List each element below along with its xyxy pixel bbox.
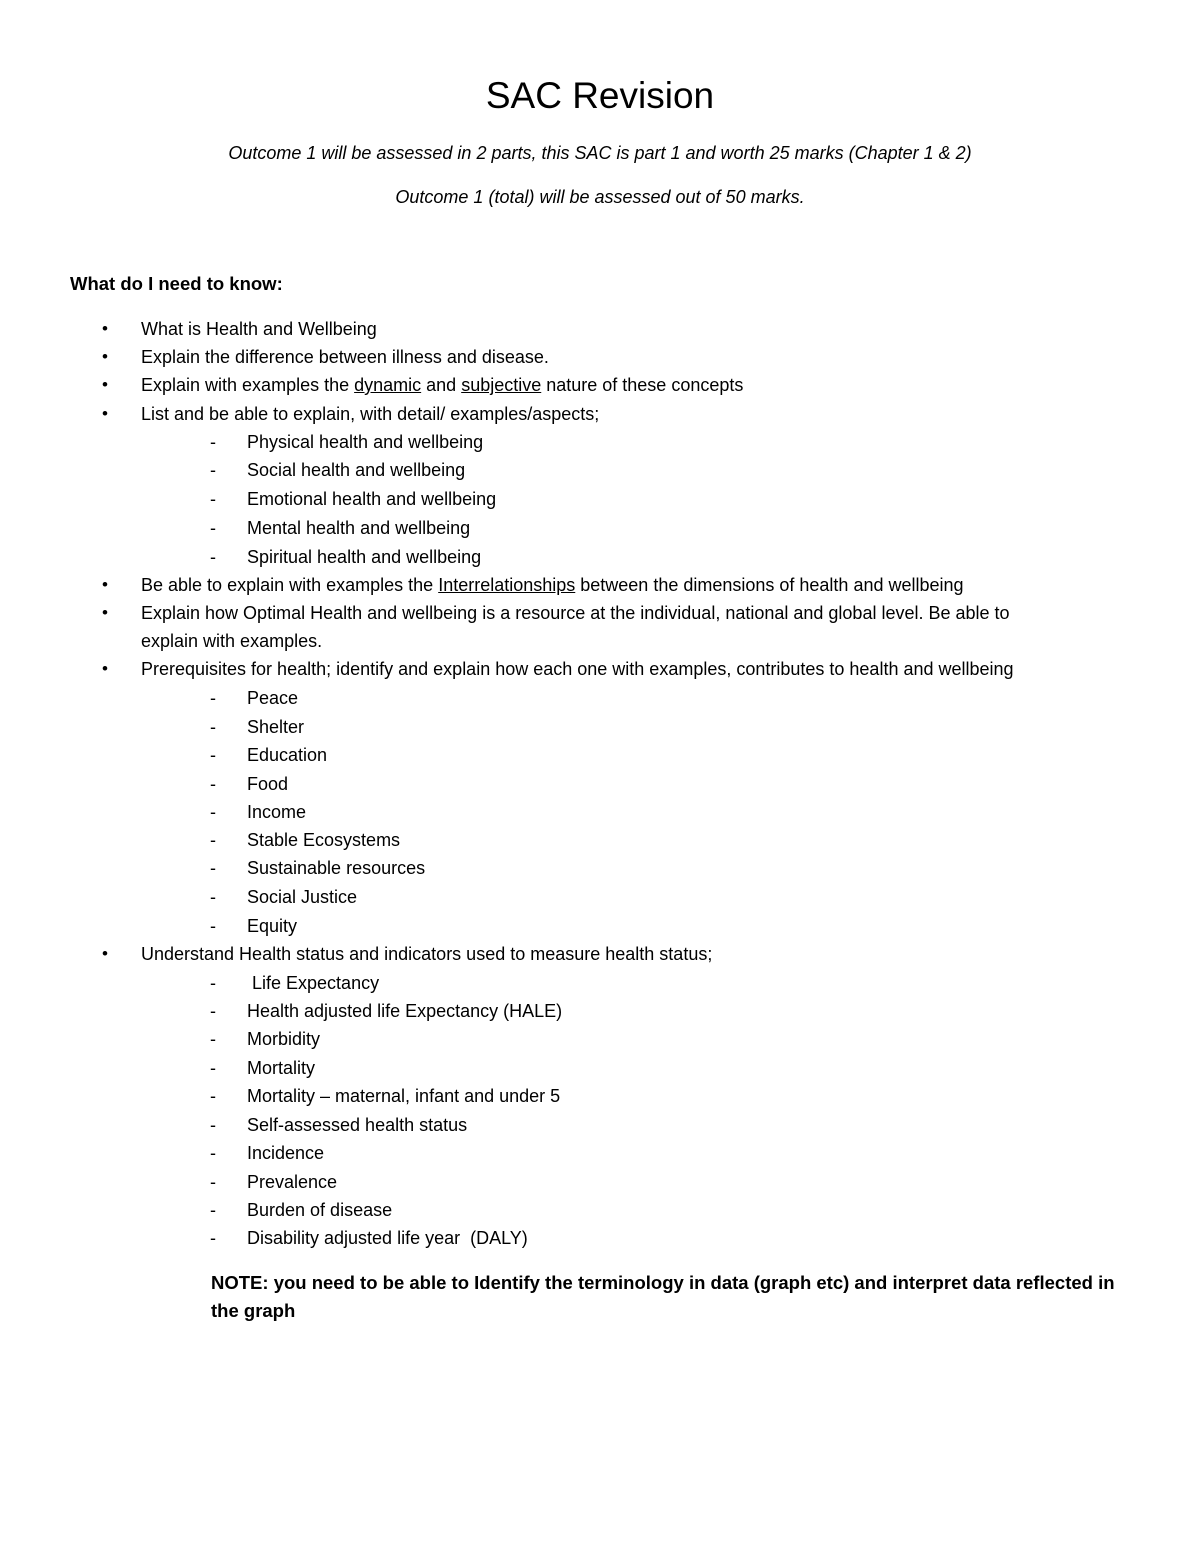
sub-list-item: Shelter — [247, 717, 305, 737]
dash-icon: - — [210, 489, 216, 509]
dash-icon: - — [210, 432, 216, 452]
sub-list-item: Prevalence — [247, 1172, 338, 1192]
dash-icon: - — [210, 1228, 216, 1248]
sub-list-item: Health adjusted life Expectancy (HALE) — [247, 1001, 563, 1021]
dash-icon: - — [210, 1115, 216, 1135]
list-item-text: Explain with examples the — [141, 375, 355, 395]
dash-icon: - — [210, 858, 216, 878]
sub-list-item: Sustainable resources — [247, 858, 426, 878]
dash-icon: - — [210, 1001, 216, 1021]
note-text: NOTE: you need to be able to Identify the terminology in data (graph etc) and interpret data reflected in the graph — [211, 1272, 1115, 1321]
bullet-icon: • — [102, 944, 108, 963]
bullet-icon: • — [102, 659, 108, 678]
page-title: SAC Revision — [485, 75, 715, 116]
sub-list-item: Physical health and wellbeing — [247, 432, 484, 452]
dash-icon: - — [210, 1143, 216, 1163]
dash-icon: - — [210, 916, 216, 936]
sub-list-item: Education — [247, 745, 328, 765]
dash-icon: - — [210, 518, 216, 538]
dash-icon: - — [210, 688, 216, 708]
sub-list-item: Social Justice — [247, 887, 358, 907]
list-item-text: between the dimensions of health and wellbeing — [575, 575, 964, 595]
dash-icon: - — [210, 717, 216, 737]
bullet-icon: • — [102, 347, 108, 366]
list-item: What is Health and Wellbeing — [141, 319, 377, 339]
underlined-term: dynamic — [354, 375, 422, 395]
bullet-icon: • — [102, 575, 108, 594]
sub-list-item: Stable Ecosystems — [247, 830, 401, 850]
sub-list-item: Incidence — [247, 1143, 325, 1163]
list-item-text: and — [421, 375, 462, 395]
dash-icon: - — [210, 830, 216, 850]
subtitle-outcome-total: Outcome 1 (total) will be assessed out of 50 marks. — [395, 187, 805, 207]
dash-icon: - — [210, 802, 216, 822]
list-item — [141, 573, 964, 597]
sub-list-item: Income — [247, 802, 307, 822]
bullet-icon: • — [102, 375, 108, 394]
dash-icon: - — [210, 774, 216, 794]
sub-list-item: Equity — [247, 916, 298, 936]
sub-list-item: Morbidity — [247, 1029, 321, 1049]
sub-list-item: Peace — [247, 688, 299, 708]
dash-icon: - — [210, 973, 216, 993]
list-item: Prerequisites for health; identify and explain how each one with examples, contributes to health and wellbeing — [141, 659, 1014, 679]
list-item: Understand Health status and indicators used to measure health status; — [141, 944, 713, 964]
dash-icon: - — [210, 547, 216, 567]
list-item: Explain the difference between illness and disease. — [141, 347, 549, 367]
sub-list-item: Disability adjusted life year (DALY) — [247, 1228, 528, 1248]
bullet-icon: • — [102, 603, 108, 622]
dash-icon: - — [210, 1029, 216, 1049]
underlined-term: subjective — [461, 375, 542, 395]
sub-list-item: Self-assessed health status — [247, 1115, 468, 1135]
dash-icon: - — [210, 887, 216, 907]
dash-icon: - — [210, 1058, 216, 1078]
sub-list-item: Mental health and wellbeing — [247, 518, 471, 538]
dash-icon: - — [210, 460, 216, 480]
sub-list-item: Life Expectancy — [247, 973, 380, 993]
dash-icon: - — [210, 1200, 216, 1220]
sub-list-item: Mortality – maternal, infant and under 5 — [247, 1086, 561, 1106]
sub-list-item: Social health and wellbeing — [247, 460, 466, 480]
sub-list-item: Mortality — [247, 1058, 316, 1078]
underlined-term: Interrelationships — [438, 575, 576, 595]
section-heading: What do I need to know: — [70, 273, 283, 294]
list-item — [141, 373, 743, 397]
dash-icon: - — [210, 1172, 216, 1192]
sub-list-item: Spiritual health and wellbeing — [247, 547, 482, 567]
dash-icon: - — [210, 1086, 216, 1106]
list-item-text: nature of these concepts — [541, 375, 744, 395]
sub-list-item: Emotional health and wellbeing — [247, 489, 497, 509]
sub-list-item: Food — [247, 774, 289, 794]
dash-icon: - — [210, 745, 216, 765]
subtitle-outcome-parts: Outcome 1 will be assessed in 2 parts, this SAC is part 1 and worth 25 marks (Chapter 1 & 2) — [228, 143, 972, 163]
bullet-icon: • — [102, 404, 108, 423]
bullet-icon: • — [102, 319, 108, 338]
list-item-continuation: explain with examples. — [141, 631, 323, 651]
list-item: List and be able to explain, with detail/ examples/aspects; — [141, 404, 600, 424]
list-item: Explain how Optimal Health and wellbeing is a resource at the individual, national and global level. Be able to — [141, 603, 1010, 623]
sub-list-item: Burden of disease — [247, 1200, 393, 1220]
list-item-text: Be able to explain with examples the — [141, 575, 439, 595]
